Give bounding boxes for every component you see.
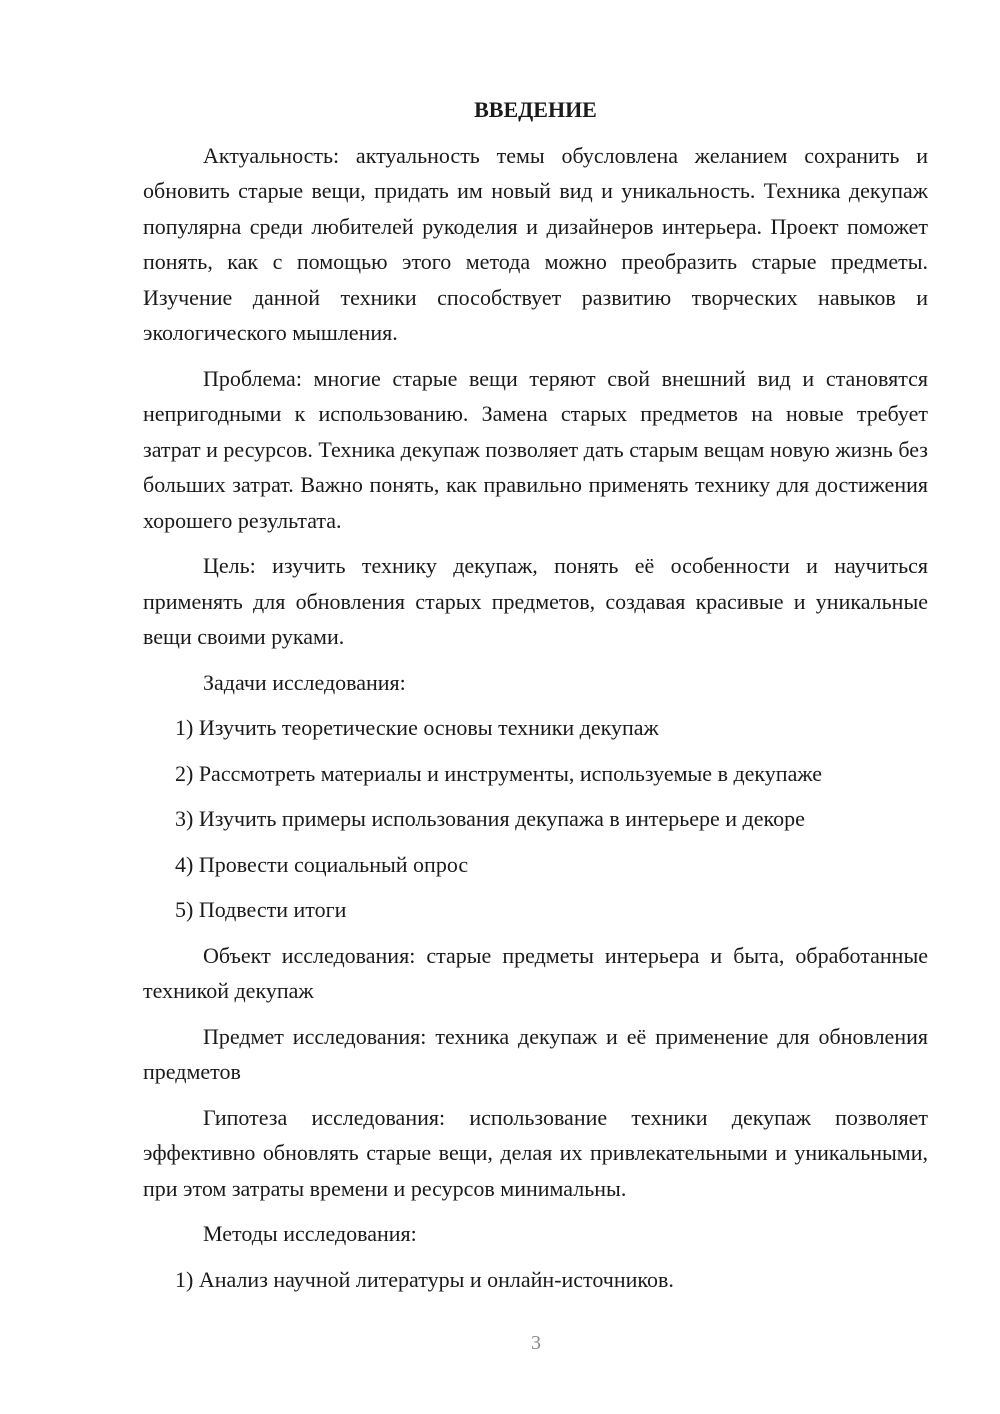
problem-paragraph: Проблема: многие старые вещи теряют свой внешний вид и становятся непригодными к использованию. Замена старых предметов на новые требует затрат и ресурсов. Техника декупаж позволяет дать старым вещам новую жизнь без больших затрат. Важно понять, как правильно применять технику для достижения хорошего результата. [143, 365, 928, 533]
tasks-label: Задачи исследования: [203, 669, 406, 695]
section-title: ВВЕДЕНИЕ [474, 97, 597, 122]
methods-label: Методы исследования: [203, 1221, 417, 1246]
object-paragraph: Объект исследования: старые предметы интерьера и быта, обработанные техникой декупаж [143, 942, 928, 1003]
goal-paragraph: Цель: изучить технику декупаж, понять её особенности и научиться применять для обновления старых предметов, создавая красивые и уникальные вещи своими руками. [143, 553, 928, 649]
subject-paragraph: Предмет исследования: техника декупаж и её применение для обновления предметов [143, 1023, 928, 1084]
document-body [143, 92, 928, 1307]
task-item: 2) Рассмотреть материалы и инструменты, используемые в декупаже [175, 760, 823, 786]
hypothesis-paragraph: Гипотеза исследования: использование техники декупаж позволяет эффективно обновлять старые вещи, делая их привлекательными и уникальными, при этом затраты времени и ресурсов минимальны. [143, 1104, 928, 1201]
task-item: 4) Провести социальный опрос [175, 851, 469, 877]
page-number: 3 [531, 1332, 541, 1354]
task-item: 3) Изучить примеры использования декупажа в интерьере и декоре [175, 806, 805, 831]
task-item: 1) Изучить теоретические основы техники декупаж [175, 715, 659, 740]
task-item: 5) Подвести итоги [175, 897, 347, 922]
relevance-paragraph: Актуальность: актуальность темы обусловлена желанием сохранить и обновить старые вещи, придать им новый вид и уникальность. Техника декупаж популярна среди любителей рукоделия и дизайнеров интерьера. Проект поможет понять, как с помощью этого метода можно преобразить старые предметы. Изучение данной техники способствует развитию творческих навыков и экологического мышления. [143, 142, 928, 345]
method-item: 1) Анализ научной литературы и онлайн-источников. [175, 1266, 674, 1292]
